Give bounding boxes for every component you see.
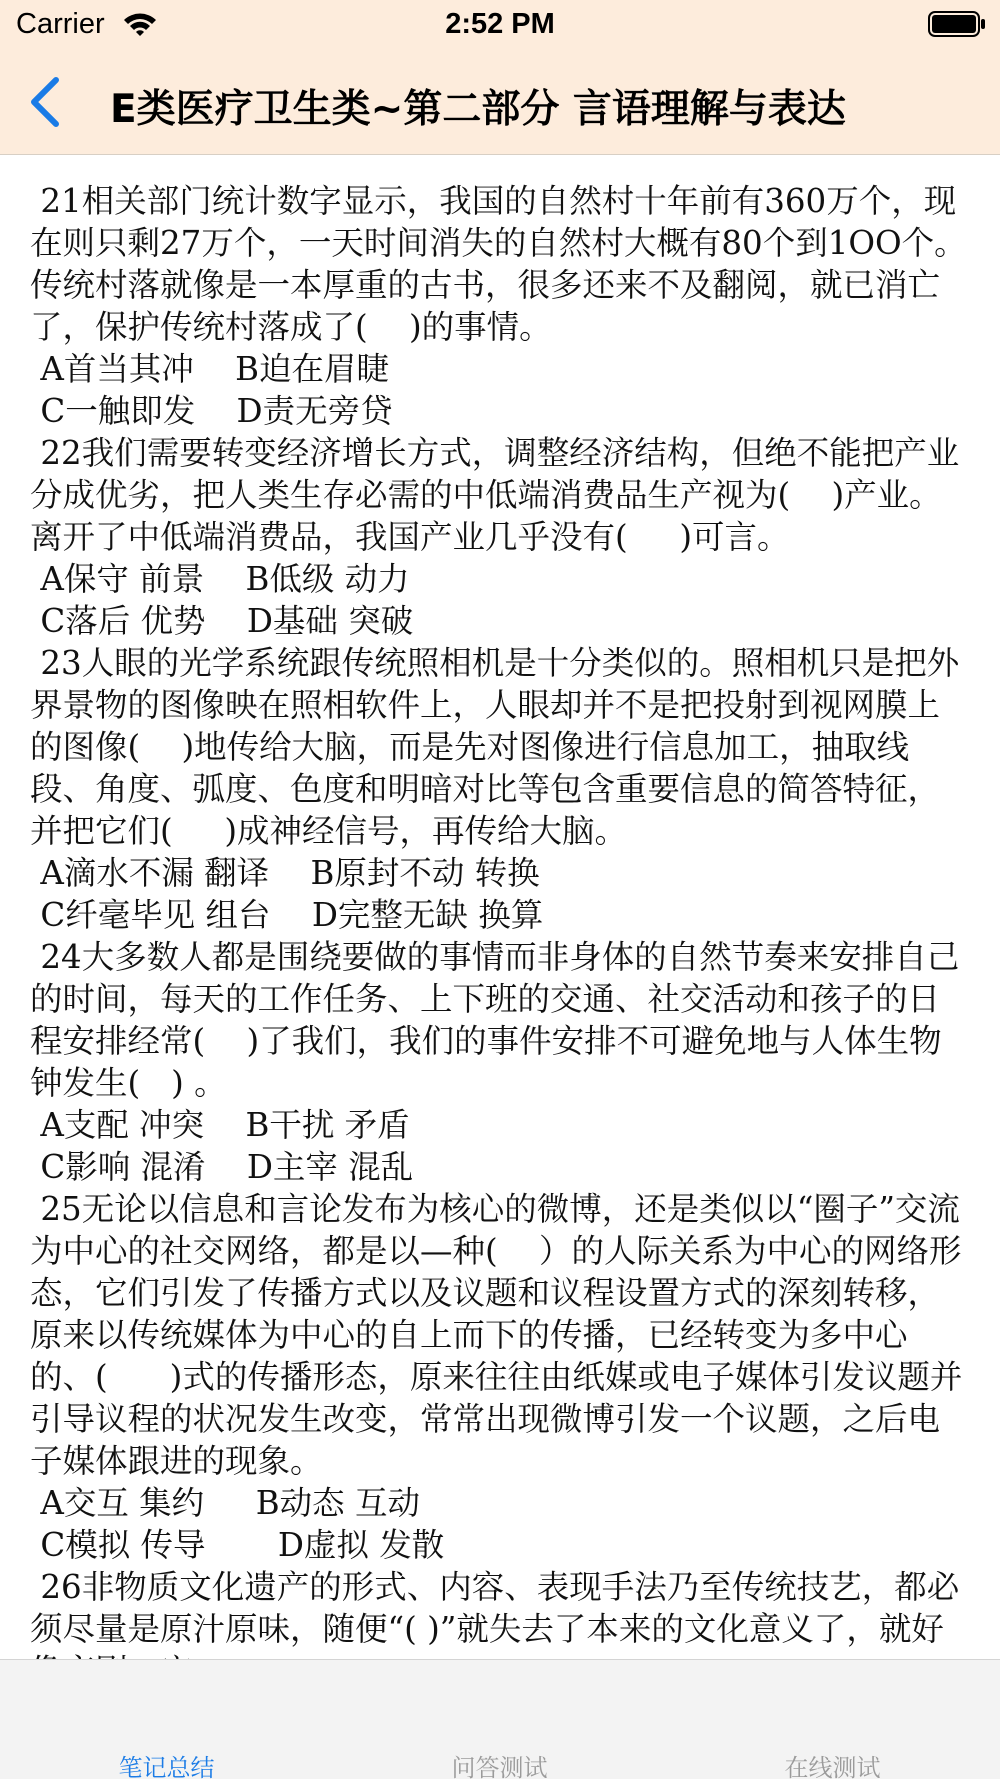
tab-qa-test[interactable]: 问答测试 xyxy=(451,1754,548,1782)
text-line: 26非物质文化遗产的形式、内容、表现手法乃至传统技艺，都必须尽量是原汁原味，随便“( )”就失去了本来的文化意义了，就好 xyxy=(30,1568,960,1648)
navigation-bar xyxy=(0,50,1000,155)
chevron-left-icon xyxy=(22,72,72,132)
text-line: A支配 冲突 B干扰 矛盾 xyxy=(30,1106,410,1144)
text-line: 21相关部门统计数字显示，我国的自然村十年前有360万个，现在则只剩27万个，一天时间消失的自然村大概有80个到1OO个。传统村落就像是一本厚重的古书，很多还来不及翻阅，就已消亡了，保护传统村落成了( )的事情。 xyxy=(30,182,967,346)
carrier-label: Carrier xyxy=(16,8,105,40)
text-line: A保守 前景 B低级 动力 xyxy=(30,560,410,598)
text-line: C落后 优势 D基础 突破 xyxy=(30,602,414,640)
text-line: 25无论以信息和言论发布为核心的微博，还是类似以“圈子”交流为中心的社交网络，都是以—种( ）的人际关系为中心的网络形态，它们引发了传播方式以及议题和议程设置方式的深刻转移，原来以传统媒体为中心的自上而下的传播，已经转变为多中心的、( )式的传播形态，原来往往由纸媒或电子媒体引发议题并引导议程的状况发生改变，常常出现微博引发一个议题，之后电子媒体跟进的现象。 xyxy=(30,1190,963,1480)
text-line: 23人眼的光学系统跟传统照相机是十分类似的。照相机只是把外界景物的图像映在照相软件上，人眼却并不是把投射到视网膜上的图像( )地传给大脑，而是先对图像进行信息加工，抽取线段、角度、弧度、色度和明暗对比等包含重要信息的简答特征，并把它们( )成神经信号，再传给大脑。 xyxy=(30,644,960,850)
tab-online-test[interactable]: 在线测试 xyxy=(784,1754,881,1782)
status-bar xyxy=(0,0,1000,50)
text-line: 22我们需要转变经济增长方式，调整经济结构，但绝不能把产业分成优劣，把人类生存必需的中低端消费品生产视为( )产业。离开了中低端消费品，我国产业几乎没有( )可言。 xyxy=(30,434,960,556)
text-line: A交互 集约 B动态 互动 xyxy=(30,1484,421,1522)
clock-label: 2:52 PM xyxy=(445,8,555,40)
note-content xyxy=(30,180,970,1660)
text-line: A首当其冲 B迫在眉睫 xyxy=(30,350,390,388)
back-button[interactable] xyxy=(22,72,72,132)
text-line: C模拟 传导 D虚拟 发散 xyxy=(30,1526,445,1564)
text-line: 24大多数人都是围绕要做的事情而非身体的自然节奏来安排自己的时间，每天的工作任务、上下班的交通、社交活动和孩子的日程安排经常( )了我们，我们的事件安排不可避免地与人体生物钟发生( ) 。 xyxy=(30,938,960,1102)
text-line: A滴水不漏 翻译 B原封不动 转换 xyxy=(30,854,540,892)
text-line: C一触即发 D责无旁贷 xyxy=(30,392,393,430)
text-line: C纤毫毕见 组台 D完整无缺 换算 xyxy=(30,896,544,934)
tab-notes-summary[interactable]: 笔记总结 xyxy=(118,1754,215,1782)
battery-icon xyxy=(928,11,986,37)
page-title: E类医疗卫生类~第二部分 言语理解与表达 xyxy=(110,87,846,132)
text-line: C影响 混淆 D主宰 混乱 xyxy=(30,1148,414,1186)
tab-bar xyxy=(0,1659,1000,1782)
